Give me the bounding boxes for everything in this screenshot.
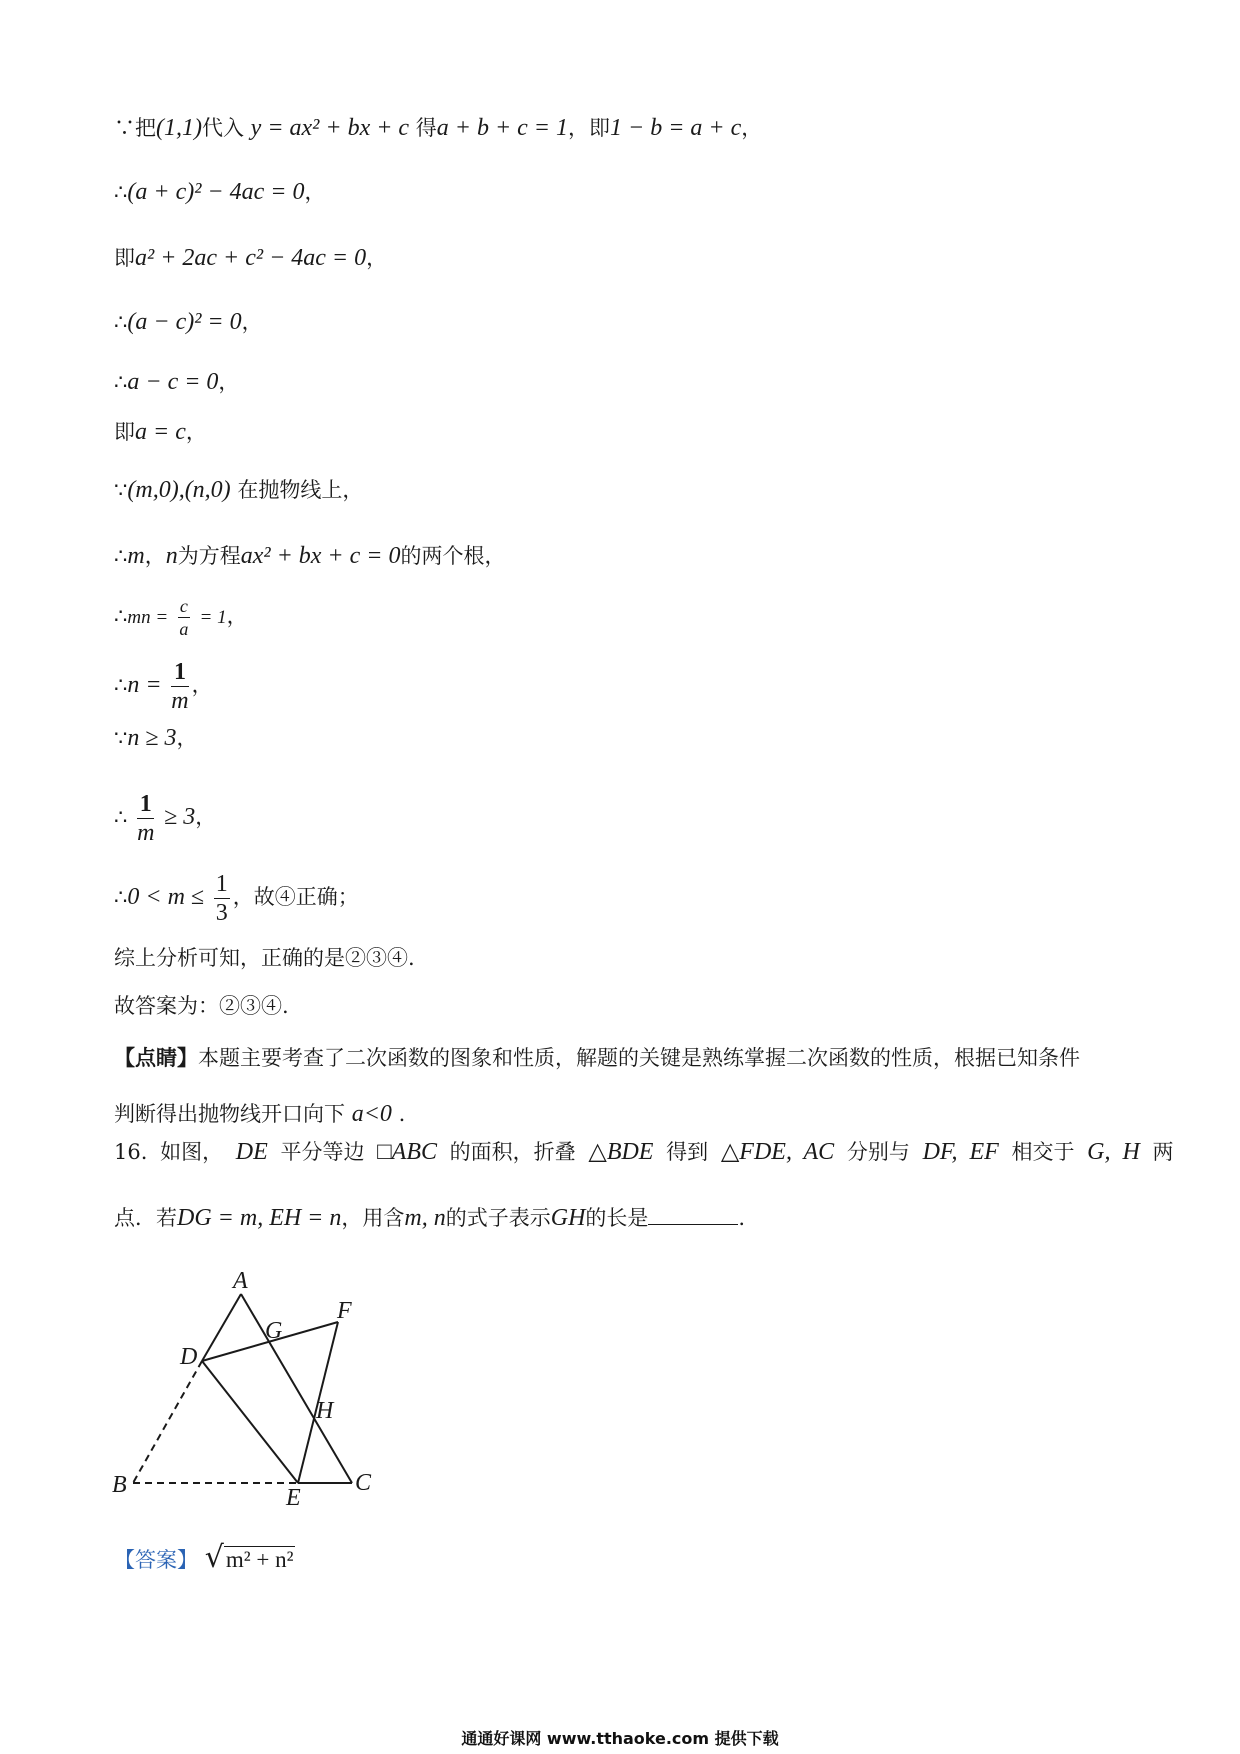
label-h: H [316,1398,334,1424]
text: ， [366,246,388,270]
text: 点．若 [114,1206,177,1230]
radicand: m² + n² [225,1547,294,1572]
fraction [171,660,188,713]
math: a + b + c = 1 [436,115,568,141]
label-a: A [233,1268,248,1294]
text: ∵ [114,726,128,750]
sqrt-sign: √ [204,1540,224,1575]
text: ， [226,604,248,628]
math: a − c = 0 [127,369,219,395]
text: 代入 [201,116,244,140]
fraction [137,792,154,845]
comment-line-1 [114,1038,1080,1078]
text: . [398,1102,406,1126]
solution-line-14 [114,938,415,978]
text: ， [741,116,763,140]
math: △FDE, AC [720,1139,835,1165]
text: ∴ [114,310,128,334]
text: 即 [114,420,135,444]
solution-line-1 [114,108,762,148]
text: . [738,1206,746,1230]
text: ∴ [114,604,128,628]
label-c: C [355,1470,372,1496]
math: (1,1) [156,115,202,141]
question-number: 16. [114,1140,148,1164]
label-f: F [337,1298,352,1324]
numerator: 1 [171,660,188,687]
math: a² + 2ac + c² − 4ac = 0 [135,245,367,271]
comment-tag: 【点睛】 [114,1045,198,1070]
math: a = c [135,419,186,445]
text: ∴ [114,885,128,909]
text: 的长是 [585,1206,649,1230]
text: 综上分析可知，正确的是②③④. [114,946,415,970]
math: = 1 [199,607,227,628]
answer-tag: 【答案】 [114,1548,198,1572]
solution-line-8 [114,536,505,576]
text: ， [191,673,213,697]
denominator: m [137,820,155,846]
numerator: 1 [137,792,154,819]
math: (a + c)² − 4ac = 0 [127,179,305,205]
answer-blank [648,1202,738,1225]
math: DG = m, EH = n [177,1205,342,1231]
text: 如图， [160,1140,224,1164]
solution-line-5 [114,362,239,402]
fraction [214,872,230,925]
math: DE [235,1139,268,1165]
text: ∵把 [114,116,156,140]
text: ， [144,544,166,568]
math: ax² + bx + c = 0 [240,543,401,569]
math: y = ax² + bx + c [250,115,410,141]
text: 得到 [666,1140,709,1164]
math: ≥ 3 [164,804,196,830]
numerator: c [179,596,188,616]
math: GH [550,1205,586,1231]
math: m [127,543,145,569]
math: △BDE [588,1139,654,1165]
text: ， [304,180,326,204]
solution-line-4 [114,302,263,342]
sqrt-expression [205,1538,296,1580]
text: 的两个根， [400,544,506,568]
text: ，即 [568,116,610,140]
segment-db-dashed [133,1361,202,1483]
geometry-figure [105,1255,385,1515]
solution-line-10 [114,660,213,713]
answer-line [114,1538,295,1580]
text: ， [185,420,207,444]
text: ， [218,370,240,394]
text: 两 [1152,1140,1174,1164]
math: m, n [404,1205,446,1231]
text: ，用含 [341,1206,405,1230]
math: n ≥ 3 [127,725,177,751]
solution-line-3 [114,238,387,278]
denominator: 3 [215,900,228,926]
text: ∴ [114,180,128,204]
text: 在抛物线上， [237,478,364,502]
solution-line-7 [114,470,363,510]
label-e: E [286,1485,301,1511]
solution-line-6 [114,412,207,452]
text: 的式子表示 [445,1206,551,1230]
comment-line-2 [114,1094,405,1134]
solution-line-12 [114,792,216,845]
text: ∴ [114,673,128,697]
solution-line-9 [114,596,248,638]
solution-line-15 [114,986,289,1026]
footer-source: 通通好课网 www.tthaoke.com 提供下载 [461,1729,779,1748]
text: 为方程 [177,544,241,568]
text: ∵ [114,478,128,502]
text: ， [176,726,198,750]
text: ，故④正确； [232,885,359,909]
math: n = [127,672,162,698]
denominator: a [179,619,189,639]
text: ， [241,310,263,334]
math: 1 − b = a + c [610,115,742,141]
math: 0 < m ≤ [127,884,205,910]
fraction [178,597,190,638]
text: 相交于 [1011,1140,1075,1164]
math: a<0 [351,1101,392,1127]
math: G, H [1087,1139,1140,1165]
text: 的面积，折叠 [449,1140,576,1164]
solution-line-13 [114,872,359,925]
comment-text: 本题主要考查了二次函数的图象和性质，解题的关键是熟练掌握二次函数的性质，根据已知条件 [198,1046,1080,1070]
math: (m,0),(n,0) [127,477,231,503]
text: 即 [114,246,135,270]
label-b: B [112,1472,127,1498]
text: 平分等边 [280,1140,365,1164]
text: ∴ [114,805,128,829]
text: ∴ [114,370,128,394]
math: (a − c)² = 0 [127,309,242,335]
label-g: G [265,1318,283,1344]
solution-line-2 [114,172,325,212]
math: □ABC [377,1139,437,1165]
math: n [165,543,178,569]
text: ， [195,805,217,829]
question-line-1 [114,1132,1174,1172]
text: ∴ [114,544,128,568]
solution-line-11 [114,718,198,758]
question-line-2 [114,1198,745,1238]
math: mn = [127,607,169,628]
math: DF, EF [922,1139,999,1165]
text: 得 [415,116,437,140]
denominator: m [171,688,189,714]
comment-text: 判断得出抛物线开口向下 [114,1102,345,1126]
numerator: 1 [215,871,228,897]
text: 故答案为：②③④. [114,994,289,1018]
segment-de [202,1361,298,1483]
label-d: D [180,1344,198,1370]
text: 分别与 [846,1140,910,1164]
